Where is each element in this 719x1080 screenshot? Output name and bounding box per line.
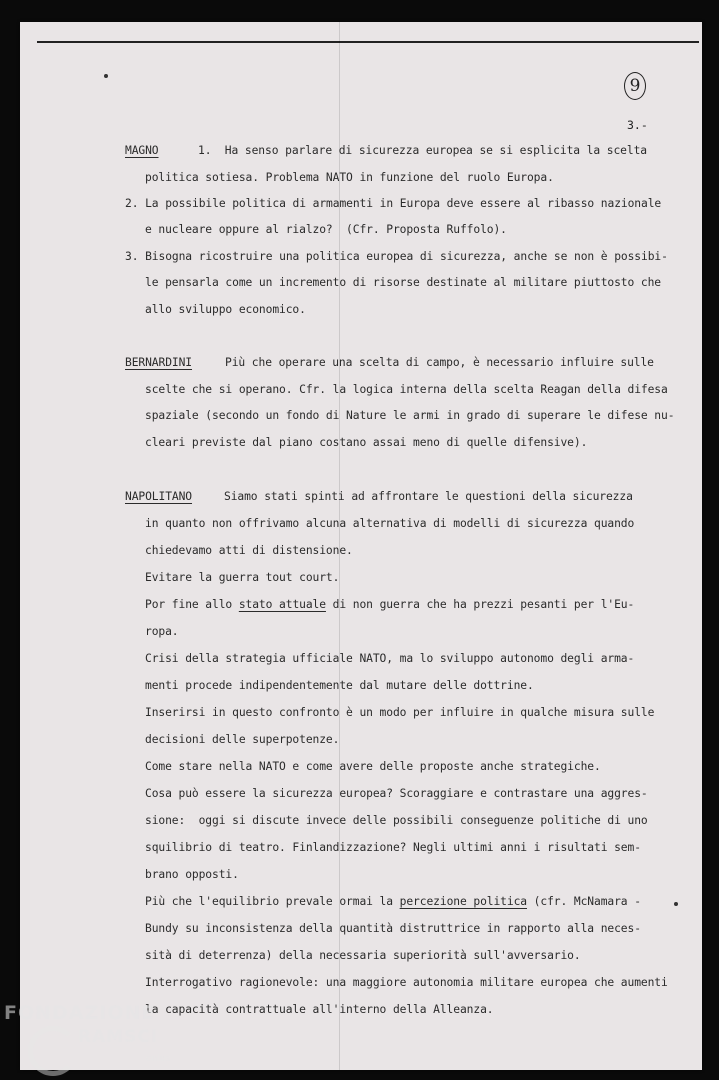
text-line: sione: oggi si discute invece delle possibili conseguenze politiche di uno bbox=[145, 814, 648, 827]
text-line: cleari previste dal piano costano assai meno di quelle difensive). bbox=[145, 436, 588, 449]
page-number: 3.- bbox=[627, 118, 648, 132]
speaker-napolitano: NAPOLITANO bbox=[125, 490, 193, 503]
fondazione-gramsci-watermark bbox=[4, 1002, 204, 1077]
text-line: in quanto non offrivamo alcuna alternativa di modelli di sicurezza quando bbox=[145, 517, 635, 530]
text-line: Inserirsi in questo confronto è un modo per influire in qualche misura sulle bbox=[145, 706, 655, 719]
ink-speck bbox=[674, 902, 678, 906]
text-line: politica sotiesa. Problema NATO in funzione del ruolo Europa. bbox=[145, 171, 554, 184]
text-line bbox=[145, 895, 641, 908]
speaker-bernardini: BERNARDINI bbox=[125, 356, 193, 369]
text-line: menti procede indipendentemente dal mutare delle dottrine. bbox=[145, 679, 534, 692]
text-line: brano opposti. bbox=[145, 868, 239, 881]
text-line: Siamo stati spinti ad affrontare le questioni della sicurezza bbox=[224, 490, 633, 503]
text-line: spaziale (secondo un fondo di Nature le armi in grado di superare le difese nu- bbox=[145, 409, 675, 422]
text-line: Più che operare una scelta di campo, è necessario influire sulle bbox=[225, 356, 654, 369]
text-line: 2. La possibile politica di armamenti in Europa deve essere al ribasso nazionale bbox=[125, 197, 662, 210]
underlined-phrase: percezione politica bbox=[399, 895, 527, 908]
text-line: Evitare la guerra tout court. bbox=[145, 571, 340, 584]
watermark-text: onlus bbox=[146, 1054, 171, 1064]
text-line: Bundy su inconsistenza della quantità distruttrice in rapporto alla neces- bbox=[145, 922, 641, 935]
text-line: 3. Bisogna ricostruire una politica europea di sicurezza, anche se non è possibi- bbox=[125, 250, 668, 263]
text-line: e nucleare oppure al rialzo? (Cfr. Proposta Ruffolo). bbox=[145, 223, 507, 236]
ink-speck bbox=[104, 74, 108, 78]
watermark-g-logo-icon bbox=[28, 1026, 78, 1076]
text-line: ropa. bbox=[145, 625, 179, 638]
underlined-phrase: stato attuale bbox=[238, 598, 326, 611]
text-line: 1. Ha senso parlare di sicurezza europea se si esplicita la scelta bbox=[198, 144, 647, 157]
watermark-text: FONDAZIONE bbox=[4, 1002, 156, 1024]
text-line: la capacità contrattuale all'interno della Alleanza. bbox=[145, 1003, 494, 1016]
watermark-text: RAMSCI bbox=[78, 1027, 159, 1047]
text-line: Come stare nella NATO e come avere delle proposte anche strategiche. bbox=[145, 760, 601, 773]
top-rule bbox=[37, 41, 699, 43]
text-line bbox=[145, 598, 634, 611]
text-segment: (cfr. McNamara - bbox=[526, 895, 641, 908]
text-line: le pensarla come un incremento di risorse destinate al militare piuttosto che bbox=[145, 276, 662, 289]
text-segment: Por fine allo bbox=[145, 598, 239, 611]
text-line: Cosa può essere la sicurezza europea? Scoraggiare e contrastare una aggres- bbox=[145, 787, 648, 800]
text-segment: Più che l'equilibrio prevale ormai la bbox=[145, 895, 400, 908]
handwritten-page-number: 9 bbox=[624, 72, 646, 100]
text-line: scelte che si operano. Cfr. la logica interna della scelta Reagan della difesa bbox=[145, 383, 668, 396]
text-line: Crisi della strategia ufficiale NATO, ma lo sviluppo autonomo degli arma- bbox=[145, 652, 635, 665]
text-line: Interrogativo ragionevole: una maggiore autonomia militare europea che aumenti bbox=[145, 976, 668, 989]
document-page bbox=[20, 22, 702, 1070]
text-line: chiedevamo atti di distensione. bbox=[145, 544, 353, 557]
text-line: squilibrio di teatro. Finlandizzazione? Negli ultimi anni i risultati sem- bbox=[145, 841, 641, 854]
text-line: decisioni delle superpotenze. bbox=[145, 733, 340, 746]
text-line: sità di deterrenza) della necessaria superiorità sull'avversario. bbox=[145, 949, 581, 962]
text-line: allo sviluppo economico. bbox=[145, 303, 306, 316]
text-segment: di non guerra che ha prezzi pesanti per l'Eu- bbox=[325, 598, 635, 611]
speaker-magno: MAGNO bbox=[125, 144, 159, 157]
